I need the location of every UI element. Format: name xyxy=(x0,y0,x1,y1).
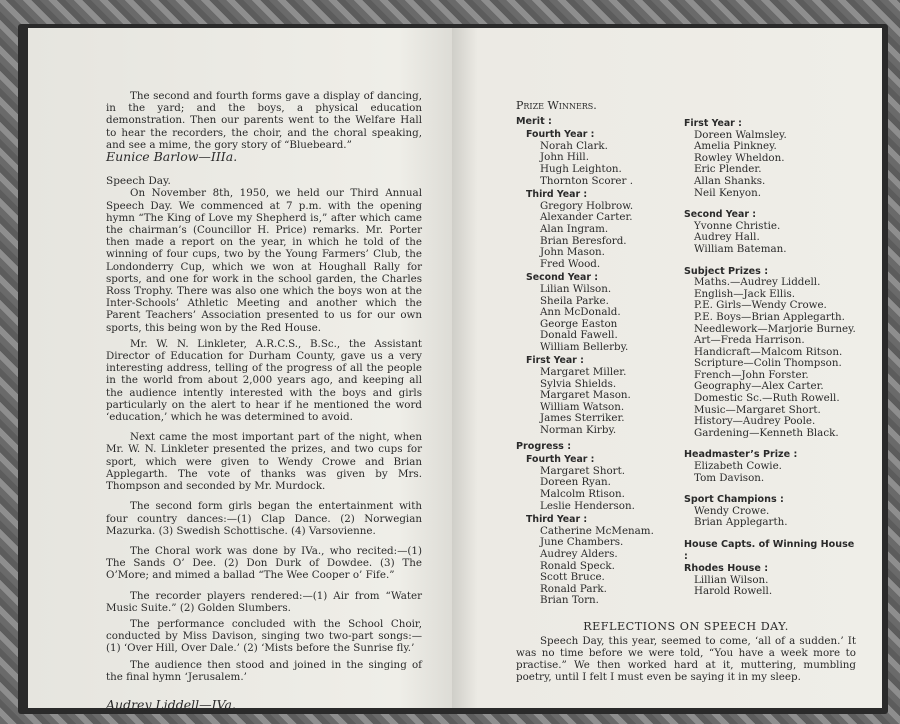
prize-name: Brian Beresford. xyxy=(540,234,627,247)
prize-name: Allan Shanks. xyxy=(694,174,766,187)
first-year-label: First Year : xyxy=(684,118,742,129)
progress-fourth-list xyxy=(516,466,684,512)
choral-paragraph: The Choral work was done by IVa., who recited:—(1) The Sands O’ Dee. (2) Don Durk of Dowdee. (3) The O’More; and mimed a ballad “The Wee Cooper o’ Fife.” xyxy=(106,544,422,582)
prize-name: Fred Wood. xyxy=(540,257,601,270)
prize-name: Needlework—Marjorie Burney. xyxy=(694,322,856,335)
merit-fourth-list xyxy=(516,141,684,187)
prize-name: Audrey Hall. xyxy=(694,231,760,244)
reflections-title: REFLECTIONS ON SPEECH DAY. xyxy=(583,619,789,633)
signature-eunice-barlow: Eunice Barlow—IIIa. xyxy=(106,149,238,165)
prize-winners-columns xyxy=(516,100,856,607)
reflections-paragraph: Speech Day, this year, seemed to come, ‘all of a sudden.’ It was no time before we were told, “You have a week more to practise.” We then worked hard at it, muttering, mumbling poetry, until I felt I must even be saying it in my sleep. xyxy=(516,634,856,684)
right-page-text xyxy=(516,100,856,683)
prize-name: Tom Davison. xyxy=(694,471,765,484)
merit-label: Merit : xyxy=(516,115,552,127)
prize-name: Harold Rowell. xyxy=(694,585,773,598)
merit-first-year-label: First Year : xyxy=(526,355,584,367)
prize-name: John Hill. xyxy=(540,151,589,164)
prize-name: June Chambers. xyxy=(540,536,624,549)
prize-name: Sylvia Shields. xyxy=(540,377,617,390)
left-page-text xyxy=(106,90,422,711)
prize-name: Thornton Scorer . xyxy=(540,174,633,187)
prizes-paragraph: Next came the most important part of the night, when Mr. W. N. Linkleter presented the prizes, and two cups for sport, which were given to Wendy Crowe and Brian Applegarth. The vote of thanks was given by Mrs. Thompson and seconded by Mr. Murdock. xyxy=(106,431,422,493)
merit-first-list xyxy=(516,367,684,437)
recorder-paragraph: The recorder players rendered:—(1) Air from “Water Music Suite.” (2) Golden Slumbers. xyxy=(106,589,422,614)
prize-name: Wendy Crowe. xyxy=(694,504,770,517)
prize-name: Scott Bruce. xyxy=(540,571,605,584)
signature-audrey-liddell: Audrey Liddell—IVa. xyxy=(106,696,236,712)
prize-name: Margaret Miller. xyxy=(540,366,627,379)
prize-name: William Watson. xyxy=(540,400,625,413)
prize-name: Margaret Short. xyxy=(540,464,625,477)
prize-name: George Easton xyxy=(540,317,618,330)
audience-paragraph: The audience then stood and joined in the singing of the final hymn ‘Jerusalem.’ xyxy=(106,658,422,683)
merit-third-list xyxy=(516,201,684,271)
prize-name: Maths.—Audrey Liddell. xyxy=(694,276,821,289)
prize-name: History—Audrey Poole. xyxy=(694,415,816,428)
progress-label: Progress : xyxy=(516,440,572,452)
linkleter-paragraph: Mr. W. N. Linkleter, A.R.C.S., B.Sc., the Assistant Director of Education for Durham County, gave us a very interesting address, telling of the progress of all the people in the world from about 2,000 years ago, and keeping all the audience intently interested with the boys and girls particularly on the alert to hear if he mentioned the word ‘education,’ which he was determined to avoid. xyxy=(106,337,422,424)
prize-name: P.E. Girls—Wendy Crowe. xyxy=(694,299,827,312)
prize-name: William Bellerby. xyxy=(540,340,629,353)
prize-name: Amelia Pinkney. xyxy=(694,140,777,153)
prize-name: Malcolm Rtison. xyxy=(540,488,625,500)
prize-name: Eric Plender. xyxy=(694,163,762,176)
prize-name: Geography—Alex Carter. xyxy=(694,380,824,393)
prize-name: Donald Fawell. xyxy=(540,329,618,342)
performance-paragraph: The performance concluded with the School Choir, conducted by Miss Davison, singing two two-part songs:—(1) ‘Over Hill, Over Dale.’ (2) ‘Mists before the Sunrise fly.’ xyxy=(106,617,422,655)
progress-third-list xyxy=(516,526,684,607)
prize-name: French—John Forster. xyxy=(694,368,809,381)
merit-fourth-year-label: Fourth Year : xyxy=(526,129,595,141)
prize-name: Hugh Leighton. xyxy=(540,162,622,175)
prize-name: Brian Torn. xyxy=(540,594,599,607)
dances-paragraph: The second form girls began the entertainment with four country dances:—(1) Clap Dance. (2) Norwegian Mazurka. (3) Swedish Schottische. (4) Varsovienne. xyxy=(106,500,422,537)
prize-name: Gardening—Kenneth Black. xyxy=(694,426,839,439)
prize-name: Norah Clark. xyxy=(540,139,608,152)
merit-second-year-label: Second Year : xyxy=(526,272,599,284)
prize-name: P.E. Boys—Brian Applegarth. xyxy=(694,310,845,323)
second-year-label: Second Year : xyxy=(684,209,757,221)
open-booklet xyxy=(18,24,888,714)
prize-name: Handicraft—Malcom Ritson. xyxy=(694,345,843,358)
prize-name: Elizabeth Cowie. xyxy=(694,460,782,473)
prize-name: Doreen Walmsley. xyxy=(694,128,787,141)
prize-name: Domestic Sc.—Ruth Rowell. xyxy=(694,392,840,405)
right-page xyxy=(452,28,882,708)
prize-name: Art—Freda Harrison. xyxy=(694,334,805,347)
prize-name: Leslie Henderson. xyxy=(540,499,635,512)
prize-name: Yvonne Christie. xyxy=(694,219,781,232)
headmasters-prize-label: Headmaster’s Prize : xyxy=(684,449,798,461)
prize-winners-title: Prize Winners. xyxy=(516,99,597,112)
prize-name: William Bateman. xyxy=(694,242,787,255)
prize-name: James Sterriker. xyxy=(540,412,625,425)
prize-name: John Mason. xyxy=(540,246,605,259)
rhodes-house-label: Rhodes House : xyxy=(684,563,769,575)
speech-day-paragraph: On November 8th, 1950, we held our Third Annual Speech Day. We commenced at 7 p.m. with the opening hymn “The King of Love my Shepherd is,” after which came the chairman’s (Councillor H. Price) remarks. Mr. Porter then made a report on the year, in which he told of the winning of four cups, two by the Young Farmers’ Club, the Londonderry Cup, which we won at Houghall Rally for sports, and one for work in the school garden, the Charles Ross Trophy. There was also one which the boys won at the Inter-Schools’ Athletic Meeting and another which the Parent Teachers’ Association presented to us for our own sports, this being won by the Red House. xyxy=(106,187,422,334)
prize-name: Alexander Carter. xyxy=(540,211,633,224)
prize-name: Scripture—Colin Thompson. xyxy=(694,357,842,370)
rhodes-house-list xyxy=(684,575,856,598)
prize-name: Music—Margaret Short. xyxy=(694,403,821,416)
prize-name: English—Jack Ellis. xyxy=(694,287,796,300)
headmasters-prize-list xyxy=(684,461,856,484)
speech-day-heading: Speech Day. xyxy=(106,175,171,188)
subject-prizes-list xyxy=(684,277,856,439)
prize-column-left xyxy=(516,100,684,607)
dancing-paragraph: The second and fourth forms gave a display of dancing, in the yard; and the boys, a physical education demonstration. Then our parents went to the Welfare Hall to hear the recorders, the choir, and the choral speaking, and see a mime, the gory story of “Bluebeard.” xyxy=(106,90,422,151)
second-year-list xyxy=(684,221,856,256)
prize-name: Ronald Speck. xyxy=(540,559,615,572)
prize-name: Catherine McMenam. xyxy=(540,524,654,537)
prize-name: Neil Kenyon. xyxy=(694,186,762,199)
progress-fourth-year-label: Fourth Year : xyxy=(526,454,595,466)
sport-champions-list xyxy=(684,506,856,529)
prize-name: Rowley Wheldon. xyxy=(694,151,785,164)
subject-prizes-label: Subject Prizes : xyxy=(684,265,769,277)
house-capts-label: House Capts. of Winning House : xyxy=(684,539,855,562)
left-page xyxy=(28,28,464,712)
merit-third-year-label: Third Year : xyxy=(526,189,588,201)
prize-name: Lilian Wilson. xyxy=(540,282,612,295)
first-year-list xyxy=(684,130,856,200)
prize-name: Sheila Parke. xyxy=(540,294,609,307)
prize-name: Doreen Ryan. xyxy=(540,476,611,489)
prize-name: Lillian Wilson. xyxy=(694,573,769,586)
prize-name: Audrey Alders. xyxy=(540,547,618,560)
merit-second-list xyxy=(516,284,684,354)
prize-name: Norman Kirby. xyxy=(540,424,617,437)
prize-name: Ann McDonald. xyxy=(540,306,621,319)
prize-name: Margaret Mason. xyxy=(540,389,631,402)
sport-champions-label: Sport Champions : xyxy=(684,494,784,506)
prize-name: Alan Ingram. xyxy=(540,222,609,235)
prize-name: Ronald Park. xyxy=(540,582,607,595)
prize-column-right xyxy=(684,100,856,607)
progress-third-year-label: Third Year : xyxy=(526,514,588,526)
prize-name: Brian Applegarth. xyxy=(694,516,788,529)
prize-name: Gregory Holbrow. xyxy=(540,199,634,212)
